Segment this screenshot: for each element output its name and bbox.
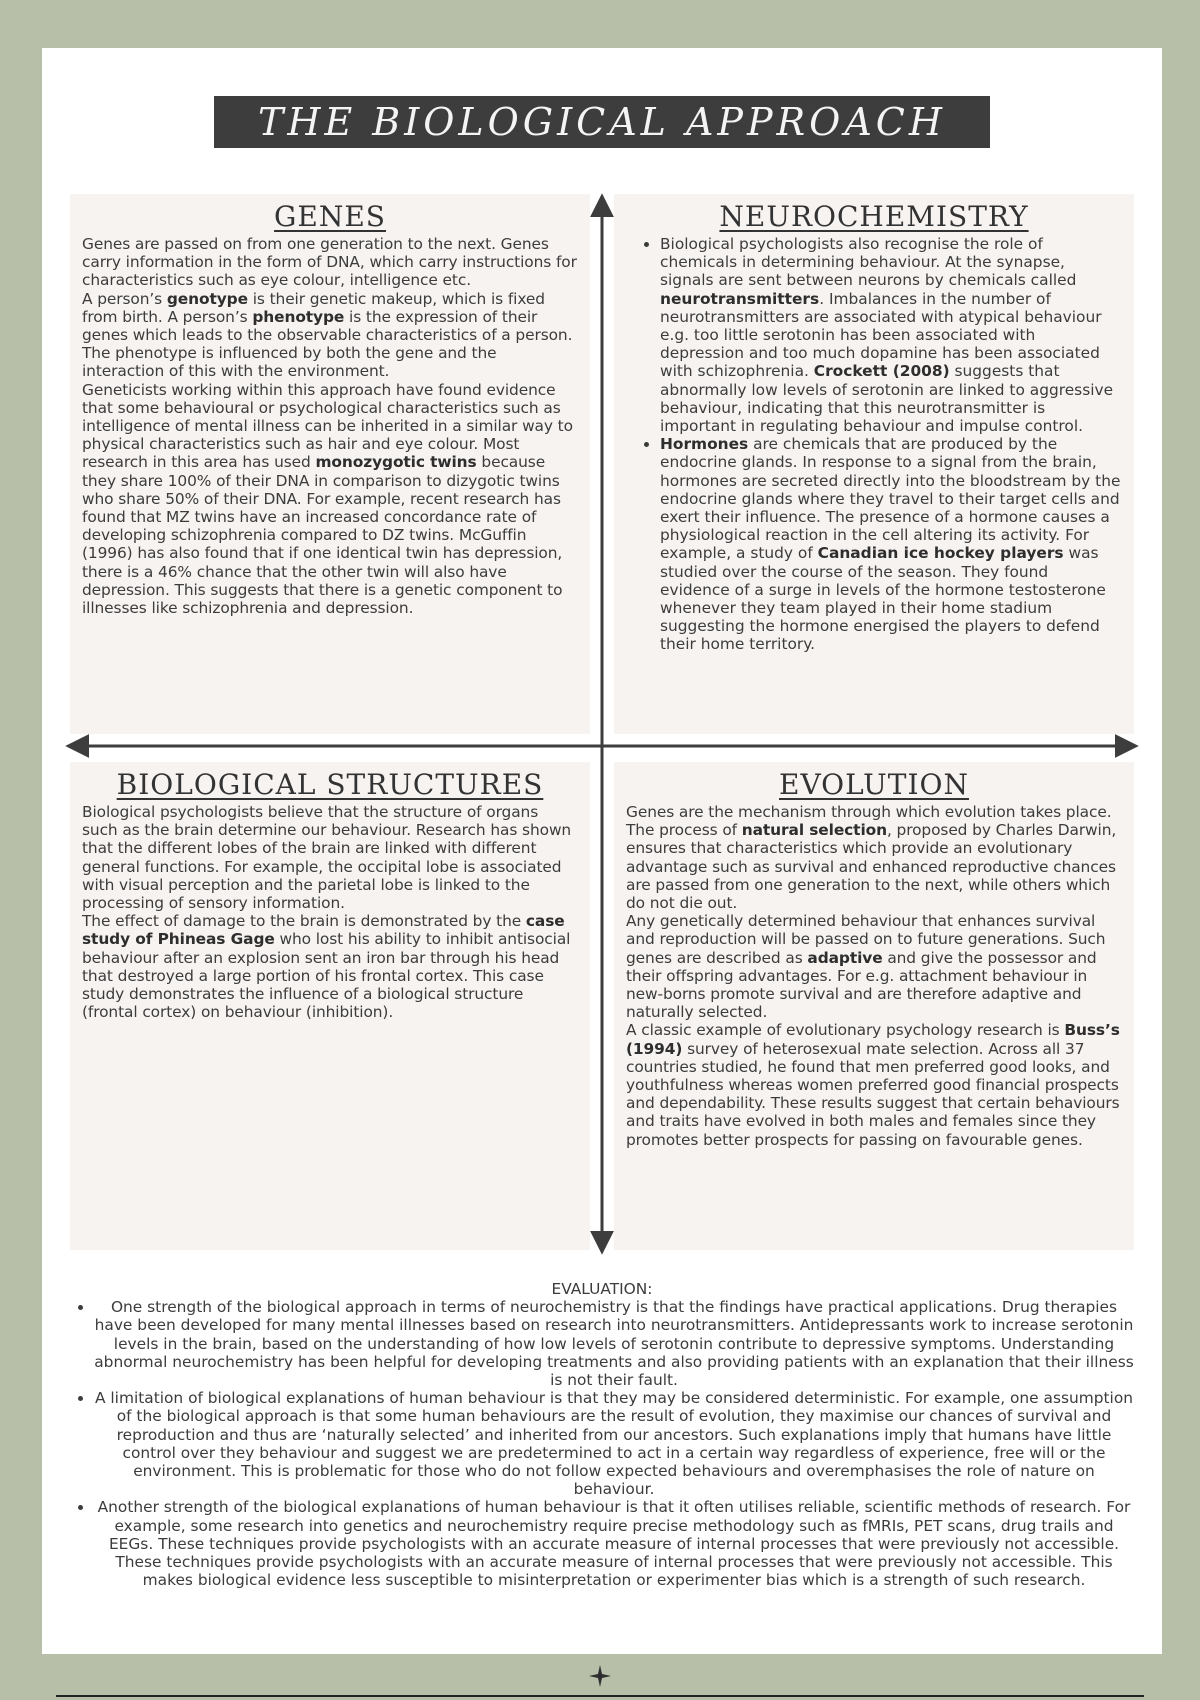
- evaluation-point: • Another strength of the biological explanations of human behaviour is that it often utilises reliable, scientific methods of research. For example, some research into genetics and neurochemistry require precise methodology such as fMRIs, PET scans, drug trails and EEGs. These techniques provide psychologists with an accurate measure of internal processes that were previously not accessible. These techniques provide psychologists with an accurate measure of internal processes that were previously not accessible. This makes biological evidence less susceptible to misinterpretation or experimenter bias which is a strength of such research.: [94, 1498, 1134, 1589]
- page-title: THE BIOLOGICAL APPROACH: [214, 96, 990, 148]
- genes-paragraph-3: Geneticists working within this approach have found evidence that some behavioural or psychological characteristics such as intelligence of mental illness can be inherited in a similar way to physical characteristics such as hair and eye colour. Most research in this area has used monozygotic twins because they share 100% of their DNA in comparison to dizygotic twins who share 50% of their DNA. For example, recent research has found that MZ twins have an increased concordance rate of developing schizophrenia compared to DZ twins. McGuffin (1996) has also found that if one identical twin has depression, there is a 46% chance that the other twin will also have depression. This suggests that there is a genetic component to illnesses like schizophrenia and depression.: [82, 380, 573, 618]
- structures-heading: BIOLOGICAL STRUCTURES: [116, 768, 544, 801]
- evolution-paragraph-1: Genes are the mechanism through which evolution takes place. The process of natural selection, proposed by Charles Darwin, ensures that characteristics which provide an evolutionary advantage such as survival and enhanced reproductive chances are passed from one generation to the next, while others which do not die out.: [626, 803, 1117, 913]
- structures-paragraph-1: Biological psychologists believe that the structure of organs such as the brain determine our behaviour. Research has shown that the different lobes of the brain are linked with different general functions. For example, the occipital lobe is associated with visual perception and the parietal lobe is linked to the processing of sensory information.: [82, 803, 572, 913]
- evaluation-heading: EVALUATION:: [551, 1280, 653, 1298]
- evaluation-point: • A limitation of biological explanations of human behaviour is that they may be considered deterministic. For example, one assumption of the biological approach is that some human behaviours are the result of evolution, they maximise our chances of survival and reproduction and thus are ‘naturally selected’ and inherited from our ancestors. Such explanations imply that humans have little control over they behaviour and suggest we are predetermined to act in a certain way regardless of experience, free will or the environment. This is problematic for those who do not follow expected behaviours and overemphasises the role of nature on behaviour.: [94, 1389, 1134, 1498]
- neurochemistry-panel: [614, 194, 1134, 734]
- evolution-heading: EVOLUTION: [779, 768, 969, 801]
- neurochemistry-bullet-2: • Hormones are chemicals that are produced by the endocrine glands. In response to a signal from the brain, hormones are secreted directly into the bloodstream by the endocrine glands where they travel to their target cells and exert their influence. The presence of a hormone causes a physiological reaction in the cell altering its activity. For example, a study of Canadian ice hockey players was studied over the course of the season. They found evidence of a surge in levels of the hormone testosterone whenever they team played in their home stadium suggesting the hormone energised the players to defend their home territory.: [660, 435, 1122, 653]
- genes-paragraph-2: A person’s genotype is their genetic makeup, which is fixed from birth. A person’s phenotype is the expression of their genes which leads to the observable characteristics of a person. The phenotype is influenced by both the gene and the interaction of this with the environment.: [82, 289, 573, 381]
- neurochemistry-heading: NEUROCHEMISTRY: [719, 200, 1029, 233]
- genes-paragraph-1: Genes are passed on from one generation to the next. Genes carry information in the form of DNA, which carry instructions for characteristics such as eye colour, intelligence etc.: [82, 235, 577, 290]
- evaluation-section: [70, 1280, 1134, 1589]
- structures-paragraph-2: The effect of damage to the brain is demonstrated by the case study of Phineas Gage who lost his ability to inhibit antisocial behaviour after an explosion sent an iron bar through his head that destroyed a large portion of his frontal cortex. This case study demonstrates the influence of a biological structure (frontal cortex) on behaviour (inhibition).: [82, 912, 571, 1022]
- footer-divider: [56, 1695, 1144, 1697]
- evolution-paragraph-3: A classic example of evolutionary psychology research is Buss’s (1994) survey of heterosexual mate selection. Across all 37 countries studied, he found that men preferred good looks, and youthfulness whereas women preferred good financial prospects and dependability. These results suggest that certain behaviours and traits have evolved in both males and females since they promotes better prospects for passing on favourable genes.: [626, 1021, 1120, 1149]
- star-ornament-icon: [588, 1664, 612, 1688]
- evaluation-list: [70, 1298, 1134, 1589]
- evolution-paragraph-2: Any genetically determined behaviour that enhances survival and reproduction will be passed on to future generations. Such genes are described as adaptive and give the possessor and their offspring advantages. For e.g. attachment behaviour in new-borns promote survival and are therefore adaptive and naturally selected.: [626, 912, 1106, 1022]
- biological-structures-panel: [70, 762, 590, 1250]
- evaluation-point: • One strength of the biological approach in terms of neurochemistry is that the findings have practical applications. Drug therapies have been developed for many mental illnesses based on research into neurotransmitters. Antidepressants work to increase serotonin levels in the brain, based on the understanding of how low levels of serotonin contribute to depressive symptoms. Understanding abnormal neurochemistry has been helpful for developing treatments and also providing patients with an explanation that their illness is not their fault.: [94, 1298, 1134, 1389]
- genes-panel: [70, 194, 590, 734]
- genes-heading: GENES: [274, 200, 386, 233]
- evolution-panel: [614, 762, 1134, 1250]
- page-sheet: [42, 48, 1162, 1654]
- neurochemistry-bullet-1: • Biological psychologists also recognise the role of chemicals in determining behaviour. At the synapse, signals are sent between neurons by chemicals called neurotransmitters. Imbalances in the number of neurotransmitters are associated with atypical behaviour e.g. too little serotonin has been associated with depression and too much dopamine has been associated with schizophrenia. Crockett (2008) suggests that abnormally low levels of serotonin are linked to aggressive behaviour, indicating that this neurotransmitter is important in regulating behaviour and impulse control.: [660, 235, 1122, 435]
- neurochemistry-list: [626, 235, 1122, 654]
